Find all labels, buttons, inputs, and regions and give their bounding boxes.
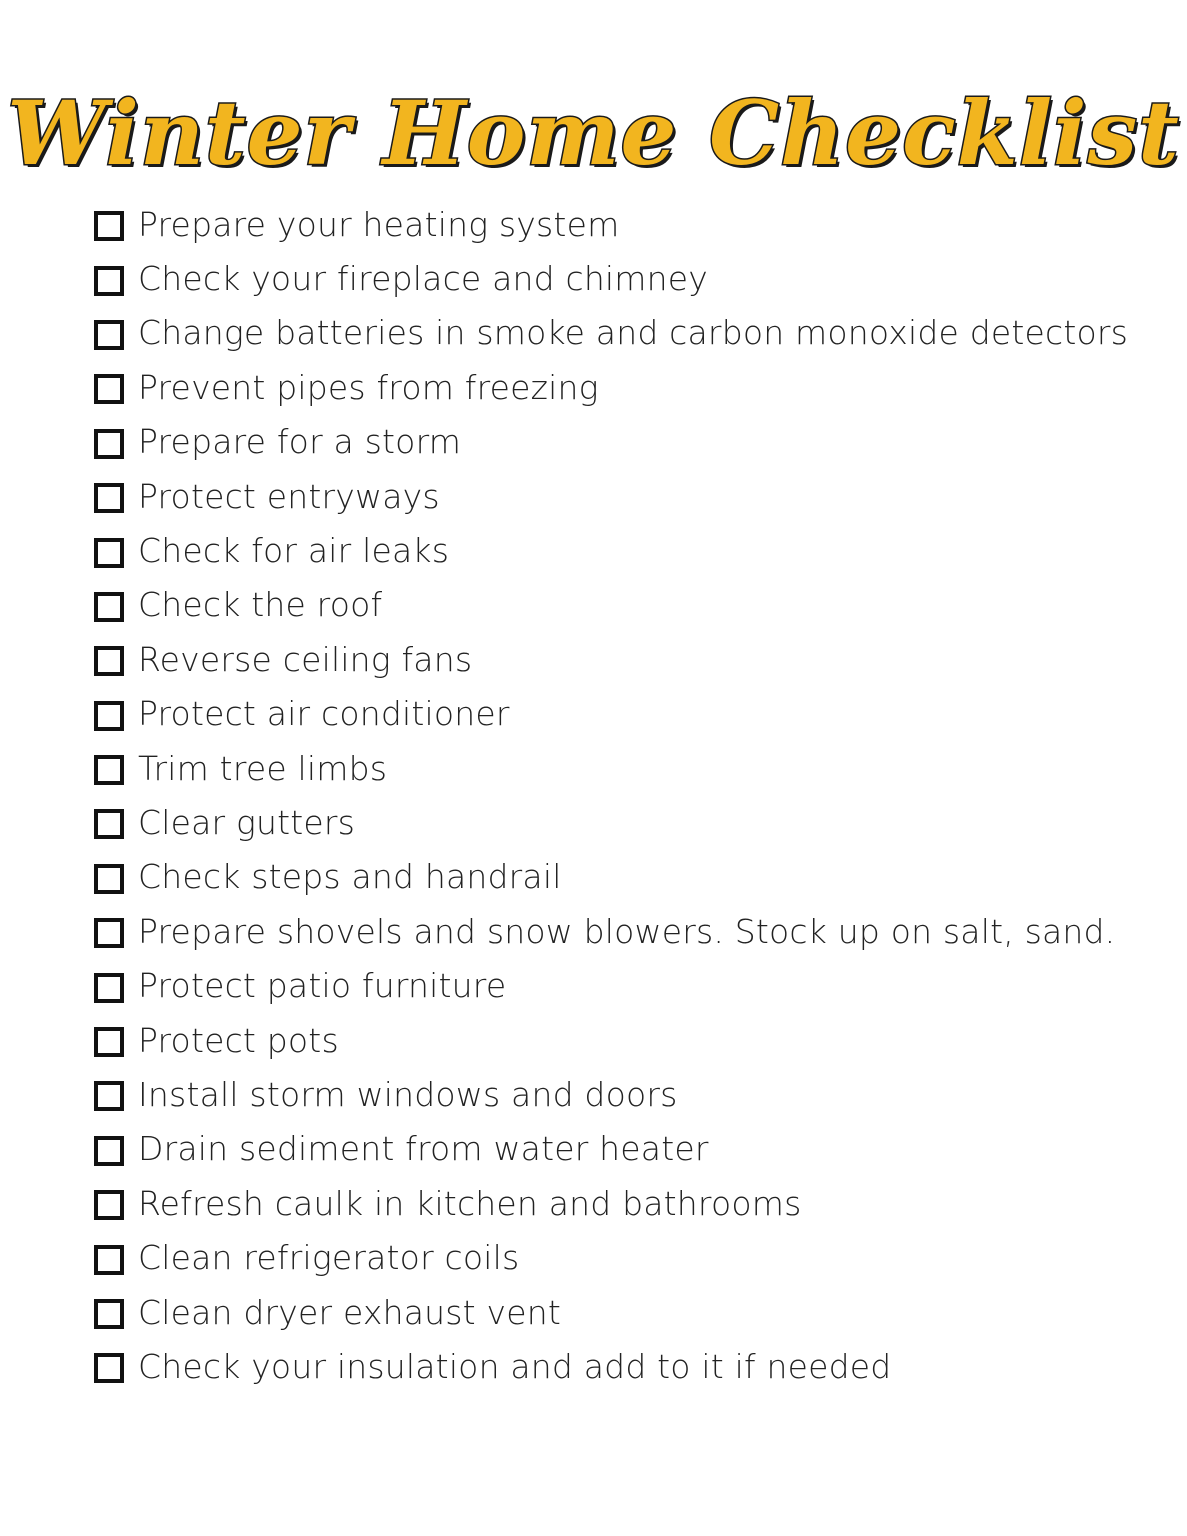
checklist-item-label: Reverse ceiling fans xyxy=(138,639,473,679)
checklist-item-label: Refresh caulk in kitchen and bathrooms xyxy=(138,1183,802,1223)
checklist-item-label: Install storm windows and doors xyxy=(138,1074,678,1114)
checkbox[interactable] xyxy=(94,1136,124,1166)
checklist-item-label: Prevent pipes from freezing xyxy=(138,367,599,407)
checkbox[interactable] xyxy=(94,1353,124,1383)
checkbox[interactable] xyxy=(94,973,124,1003)
checkbox[interactable] xyxy=(94,592,124,622)
checklist-item-label: Check steps and handrail xyxy=(138,857,562,897)
checkbox[interactable] xyxy=(94,809,124,839)
checkbox[interactable] xyxy=(94,1027,124,1057)
checklist-item[interactable] xyxy=(94,306,1128,360)
checklist-item-label: Check your insulation and add to it if needed xyxy=(138,1346,892,1386)
checkbox[interactable] xyxy=(94,429,124,459)
checkbox[interactable] xyxy=(94,538,124,568)
checkbox[interactable] xyxy=(94,1190,124,1220)
checklist-item-label: Protect air conditioner xyxy=(138,694,510,734)
checklist-item-label: Protect entryways xyxy=(138,476,440,516)
checklist-item[interactable] xyxy=(94,523,1128,577)
checkbox[interactable] xyxy=(94,374,124,404)
checklist-item-label: Prepare your heating system xyxy=(138,204,620,244)
checklist-item-label: Check the roof xyxy=(138,585,383,625)
checklist-item-label: Clean dryer exhaust vent xyxy=(138,1292,561,1332)
checklist-item[interactable] xyxy=(94,251,1128,305)
checkbox[interactable] xyxy=(94,646,124,676)
checklist-item-label: Prepare for a storm xyxy=(138,422,462,462)
checklist-item[interactable] xyxy=(94,197,1128,251)
checklist-item-label: Check for air leaks xyxy=(138,531,450,571)
checklist-item[interactable] xyxy=(94,469,1128,523)
checkbox[interactable] xyxy=(94,864,124,894)
checkbox[interactable] xyxy=(94,918,124,948)
checkbox[interactable] xyxy=(94,701,124,731)
checklist-item[interactable] xyxy=(94,1285,1128,1339)
checklist-item[interactable] xyxy=(94,1067,1128,1121)
checklist-item[interactable] xyxy=(94,687,1128,741)
checklist-item[interactable] xyxy=(94,904,1128,958)
checkbox[interactable] xyxy=(94,211,124,241)
page-title: Winter Home Checklist xyxy=(7,81,1180,185)
checklist-item[interactable] xyxy=(94,578,1128,632)
checklist-item-label: Prepare shovels and snow blowers. Stock up on salt, sand. xyxy=(138,911,1116,951)
checklist-item[interactable] xyxy=(94,632,1128,686)
checklist-item[interactable] xyxy=(94,415,1128,469)
checklist-item[interactable] xyxy=(94,360,1128,414)
checklist-item-label: Check your fireplace and chimney xyxy=(138,259,708,299)
checklist-item-label: Drain sediment from water heater xyxy=(138,1129,709,1169)
checklist-item[interactable] xyxy=(94,741,1128,795)
checklist-item[interactable] xyxy=(94,795,1128,849)
checkbox[interactable] xyxy=(94,483,124,513)
checklist xyxy=(94,197,1128,1394)
checklist-item[interactable] xyxy=(94,1176,1128,1230)
checkbox[interactable] xyxy=(94,320,124,350)
checklist-item-label: Protect pots xyxy=(138,1020,339,1060)
checkbox[interactable] xyxy=(94,1299,124,1329)
checklist-item[interactable] xyxy=(94,1339,1128,1393)
checklist-item[interactable] xyxy=(94,958,1128,1012)
checklist-item-label: Clear gutters xyxy=(138,802,356,842)
checklist-item[interactable] xyxy=(94,1122,1128,1176)
checkbox[interactable] xyxy=(94,266,124,296)
checkbox[interactable] xyxy=(94,1245,124,1275)
checklist-item[interactable] xyxy=(94,1230,1128,1284)
checklist-item[interactable] xyxy=(94,1013,1128,1067)
checklist-item-label: Clean refrigerator coils xyxy=(138,1238,520,1278)
checkbox[interactable] xyxy=(94,755,124,785)
checkbox[interactable] xyxy=(94,1081,124,1111)
checklist-item-label: Protect patio furniture xyxy=(138,966,507,1006)
checklist-item-label: Trim tree limbs xyxy=(138,748,388,788)
checklist-item[interactable] xyxy=(94,850,1128,904)
checklist-item-label: Change batteries in smoke and carbon monoxide detectors xyxy=(138,313,1129,353)
